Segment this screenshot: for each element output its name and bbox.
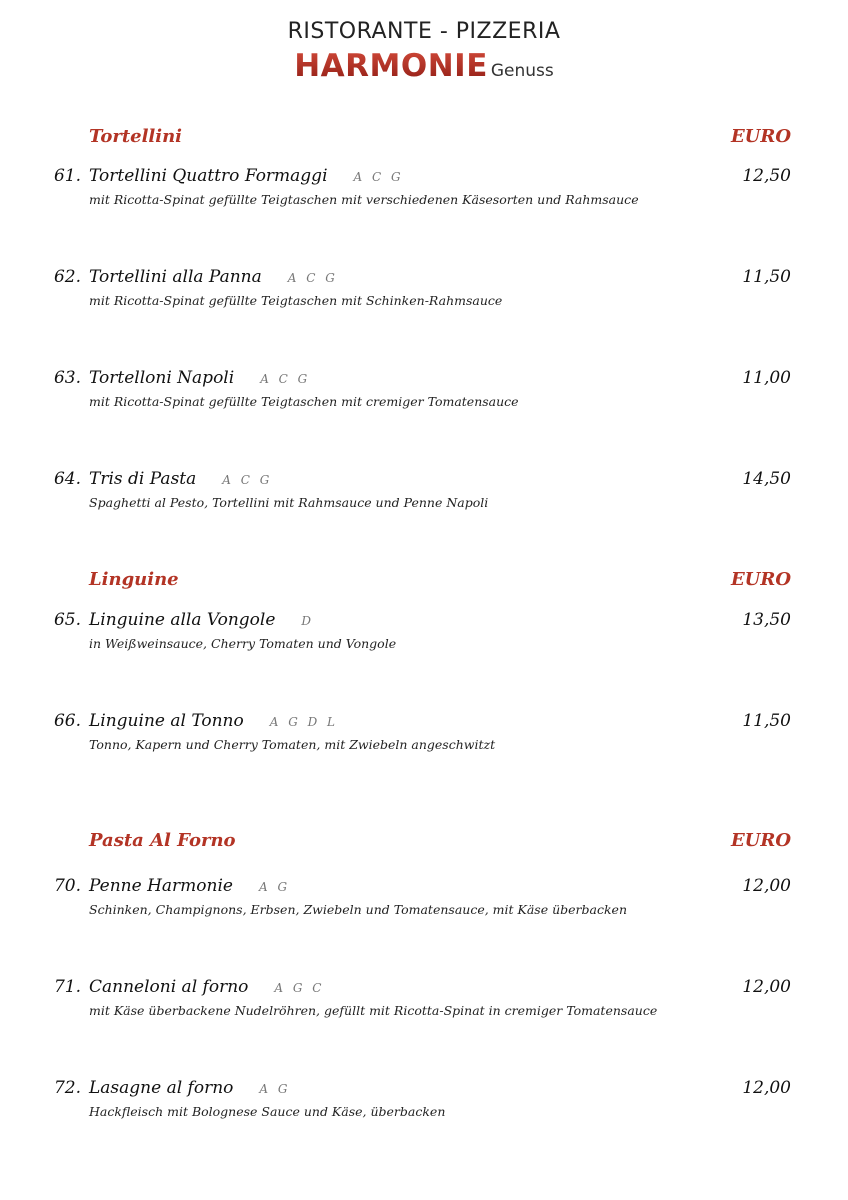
item-name: Penne Harmonie <box>89 876 233 896</box>
item-allergens: D <box>301 614 315 628</box>
section-title: Linguine <box>89 569 179 590</box>
item-name: Tortelloni Napoli <box>89 368 235 388</box>
item-price: 12,00 <box>742 876 791 896</box>
menu-header <box>0 18 848 90</box>
item-price: 12,00 <box>742 1078 791 1098</box>
section-title: Pasta Al Forno <box>89 830 236 851</box>
item-name-line <box>89 368 310 388</box>
item-name: Tortellini Quattro Formaggi <box>89 166 328 186</box>
section-title: Tortellini <box>89 126 183 147</box>
item-price: 12,00 <box>742 977 791 997</box>
item-allergens: A G C <box>274 981 325 995</box>
currency-label: EURO <box>730 830 791 851</box>
item-name-line <box>89 267 338 287</box>
menu-item <box>0 876 848 926</box>
item-description: Schinken, Champignons, Erbsen, Zwiebeln und Tomatensauce, mit Käse überbacken <box>89 902 627 917</box>
item-description: Tonno, Kapern und Cherry Tomaten, mit Zwiebeln angeschwitzt <box>89 737 496 752</box>
brand-line <box>0 48 848 90</box>
section-header-linguine <box>0 569 848 597</box>
item-number: 72. <box>53 1078 81 1098</box>
item-price: 11,00 <box>742 368 791 388</box>
item-price: 11,50 <box>742 711 791 731</box>
item-number: 65. <box>53 610 81 630</box>
item-name-line <box>89 977 324 997</box>
item-name-line <box>89 876 290 896</box>
item-description: mit Ricotta-Spinat gefüllte Teigtaschen mit verschiedenen Käsesorten und Rahmsauce <box>89 192 639 207</box>
brand-name: HARMONIE <box>294 48 488 84</box>
item-number: 63. <box>53 368 81 388</box>
item-number: 71. <box>53 977 81 997</box>
item-description: in Weißweinsauce, Cherry Tomaten und Vongole <box>89 636 397 651</box>
menu-item <box>0 166 848 216</box>
item-number: 62. <box>53 267 81 287</box>
item-allergens: A G D L <box>269 715 339 729</box>
item-number: 64. <box>53 469 81 489</box>
item-allergens: A C G <box>222 473 273 487</box>
item-price: 12,50 <box>742 166 791 186</box>
currency-label: EURO <box>730 126 791 147</box>
item-allergens: A G <box>259 880 291 894</box>
item-number: 61. <box>53 166 81 186</box>
item-price: 14,50 <box>742 469 791 489</box>
item-description: mit Ricotta-Spinat gefüllte Teigtaschen mit Schinken-Rahmsauce <box>89 293 503 308</box>
item-name: Linguine alla Vongole <box>89 610 276 630</box>
menu-item <box>0 469 848 519</box>
item-name: Tris di Pasta <box>89 469 197 489</box>
item-name-line <box>89 711 338 731</box>
section-header-tortellini <box>0 126 848 154</box>
menu-item <box>0 267 848 317</box>
item-description: mit Ricotta-Spinat gefüllte Teigtaschen mit cremiger Tomatensauce <box>89 394 519 409</box>
item-number: 70. <box>53 876 81 896</box>
item-allergens: A C G <box>287 271 338 285</box>
item-allergens: A C G <box>353 170 404 184</box>
menu-item <box>0 610 848 660</box>
item-description: Hackfleisch mit Bolognese Sauce und Käse, überbacken <box>89 1104 446 1119</box>
menu-item <box>0 711 848 761</box>
currency-label: EURO <box>730 569 791 590</box>
item-allergens: A C G <box>260 372 311 386</box>
item-price: 13,50 <box>742 610 791 630</box>
menu-item <box>0 977 848 1027</box>
item-name: Tortellini alla Panna <box>89 267 262 287</box>
item-number: 66. <box>53 711 81 731</box>
item-description: Spaghetti al Pesto, Tortellini mit Rahmsauce und Penne Napoli <box>89 495 489 510</box>
item-name: Lasagne al forno <box>89 1078 234 1098</box>
menu-item <box>0 1078 848 1128</box>
item-price: 11,50 <box>742 267 791 287</box>
item-name: Canneloni al forno <box>89 977 249 997</box>
item-name: Linguine al Tonno <box>89 711 244 731</box>
brand-subtitle: Genuss <box>490 61 554 81</box>
item-name-line <box>89 469 272 489</box>
item-name-line <box>89 166 404 186</box>
item-name-line <box>89 610 314 630</box>
item-description: mit Käse überbackene Nudelröhren, gefüllt mit Ricotta-Spinat in cremiger Tomatensauce <box>89 1003 658 1018</box>
item-allergens: A G <box>259 1082 291 1096</box>
section-header-pasta-al-forno <box>0 830 848 858</box>
menu-item <box>0 368 848 418</box>
item-name-line <box>89 1078 290 1098</box>
restaurant-type: RISTORANTE - PIZZERIA <box>287 19 561 44</box>
